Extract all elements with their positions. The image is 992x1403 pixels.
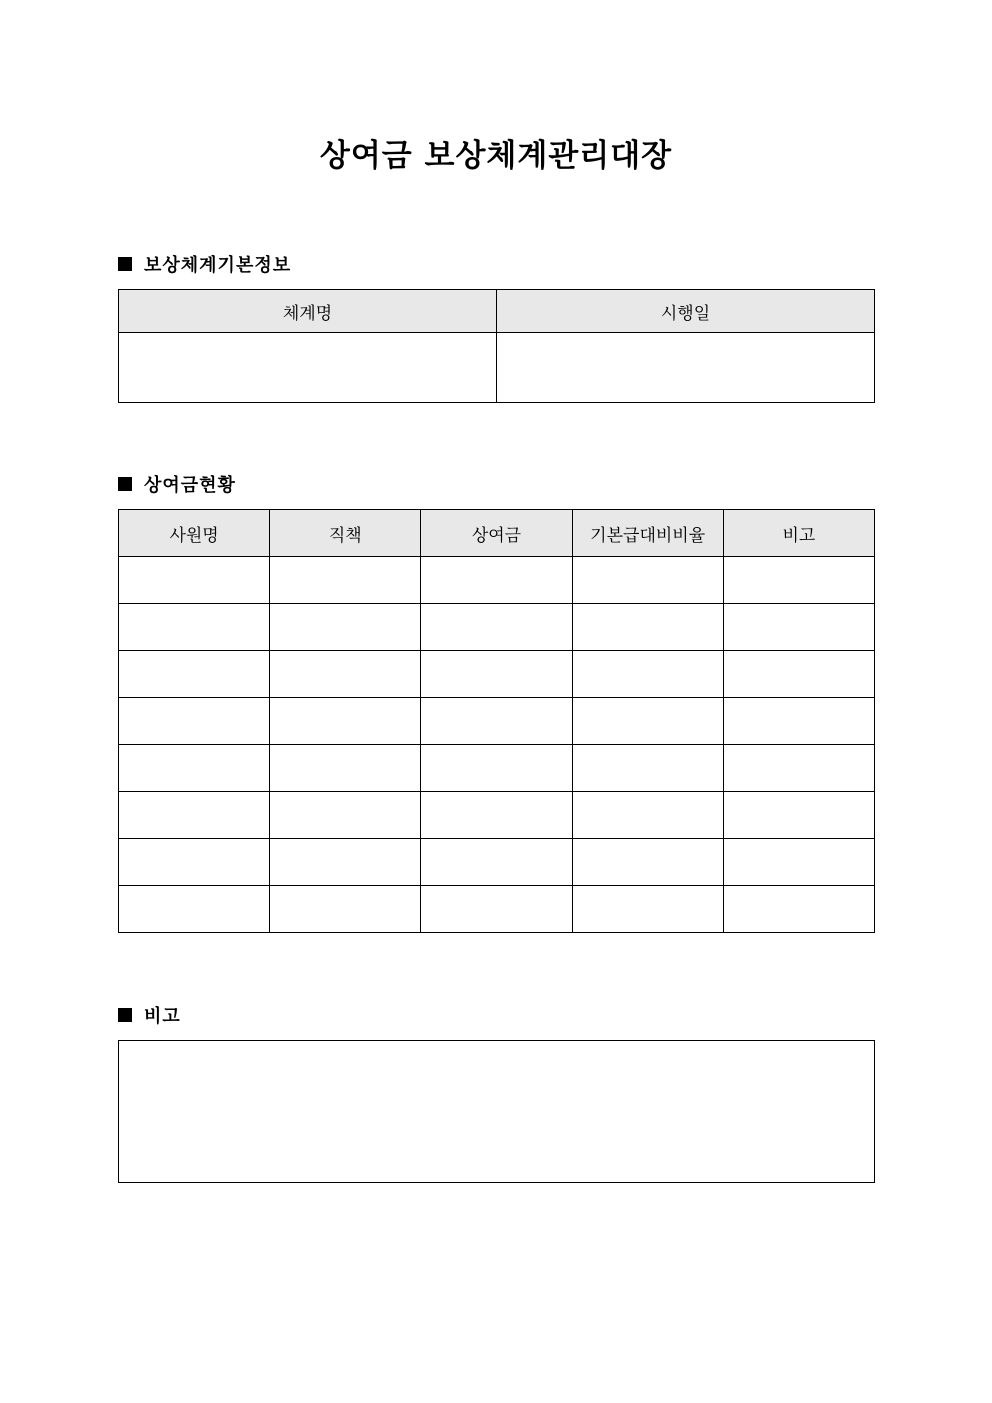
section-heading-label: 보상체계기본정보 [144, 255, 292, 276]
bonus-status-table [118, 509, 875, 933]
employee-name-cell[interactable] [119, 604, 270, 651]
remarks-cell[interactable] [723, 604, 874, 651]
bonus-cell[interactable] [421, 839, 572, 886]
position-cell[interactable] [270, 557, 421, 604]
employee-name-cell[interactable] [119, 698, 270, 745]
remarks-cell[interactable] [723, 745, 874, 792]
column-header-bonus: 상여금 [421, 510, 572, 557]
base-pay-ratio-cell[interactable] [572, 698, 723, 745]
employee-name-cell[interactable] [119, 557, 270, 604]
bonus-cell[interactable] [421, 792, 572, 839]
bonus-cell[interactable] [421, 557, 572, 604]
base-pay-ratio-cell[interactable] [572, 839, 723, 886]
system-name-cell[interactable] [119, 333, 497, 403]
table-row [119, 333, 875, 403]
position-cell[interactable] [270, 745, 421, 792]
remarks-cell[interactable] [723, 698, 874, 745]
table-header-row [119, 510, 875, 557]
position-cell[interactable] [270, 651, 421, 698]
table-row [119, 604, 875, 651]
position-cell[interactable] [270, 604, 421, 651]
employee-name-cell[interactable] [119, 651, 270, 698]
table-header-row [119, 290, 875, 333]
table-row [119, 698, 875, 745]
remarks-cell[interactable] [723, 886, 874, 933]
table-row [119, 557, 875, 604]
section-heading-remarks [118, 1002, 181, 1028]
table-row [119, 792, 875, 839]
remarks-cell[interactable] [723, 651, 874, 698]
bonus-cell[interactable] [421, 698, 572, 745]
employee-name-cell[interactable] [119, 792, 270, 839]
column-header-system-name: 체계명 [119, 290, 497, 333]
base-pay-ratio-cell[interactable] [572, 745, 723, 792]
effective-date-cell[interactable] [497, 333, 875, 403]
black-square-icon [118, 1008, 132, 1022]
column-header-position: 직책 [270, 510, 421, 557]
column-header-employee-name: 사원명 [119, 510, 270, 557]
table-row [119, 886, 875, 933]
position-cell[interactable] [270, 792, 421, 839]
column-header-remarks: 비고 [723, 510, 874, 557]
remarks-cell[interactable] [723, 557, 874, 604]
table-row [119, 651, 875, 698]
section-heading-basic-info [118, 251, 291, 277]
employee-name-cell[interactable] [119, 839, 270, 886]
base-pay-ratio-cell[interactable] [572, 651, 723, 698]
black-square-icon [118, 477, 132, 491]
section-heading-label: 상여금현황 [144, 475, 236, 496]
bonus-cell[interactable] [421, 604, 572, 651]
base-pay-ratio-cell[interactable] [572, 604, 723, 651]
remarks-cell[interactable] [723, 792, 874, 839]
section-heading-bonus-status [118, 471, 236, 497]
employee-name-cell[interactable] [119, 886, 270, 933]
position-cell[interactable] [270, 698, 421, 745]
column-header-base-pay-ratio: 기본급대비비율 [572, 510, 723, 557]
column-header-effective-date: 시행일 [497, 290, 875, 333]
remarks-box[interactable] [118, 1040, 875, 1183]
section-heading-label: 비고 [144, 1006, 181, 1027]
base-pay-ratio-cell[interactable] [572, 792, 723, 839]
base-pay-ratio-cell[interactable] [572, 886, 723, 933]
position-cell[interactable] [270, 886, 421, 933]
employee-name-cell[interactable] [119, 745, 270, 792]
table-row [119, 745, 875, 792]
base-pay-ratio-cell[interactable] [572, 557, 723, 604]
black-square-icon [118, 257, 132, 271]
bonus-cell[interactable] [421, 886, 572, 933]
remarks-cell[interactable] [723, 839, 874, 886]
document-title: 상여금 보상체계관리대장 [319, 138, 673, 174]
table-row [119, 839, 875, 886]
basic-info-table [118, 289, 875, 403]
bonus-cell[interactable] [421, 651, 572, 698]
bonus-cell[interactable] [421, 745, 572, 792]
position-cell[interactable] [270, 839, 421, 886]
